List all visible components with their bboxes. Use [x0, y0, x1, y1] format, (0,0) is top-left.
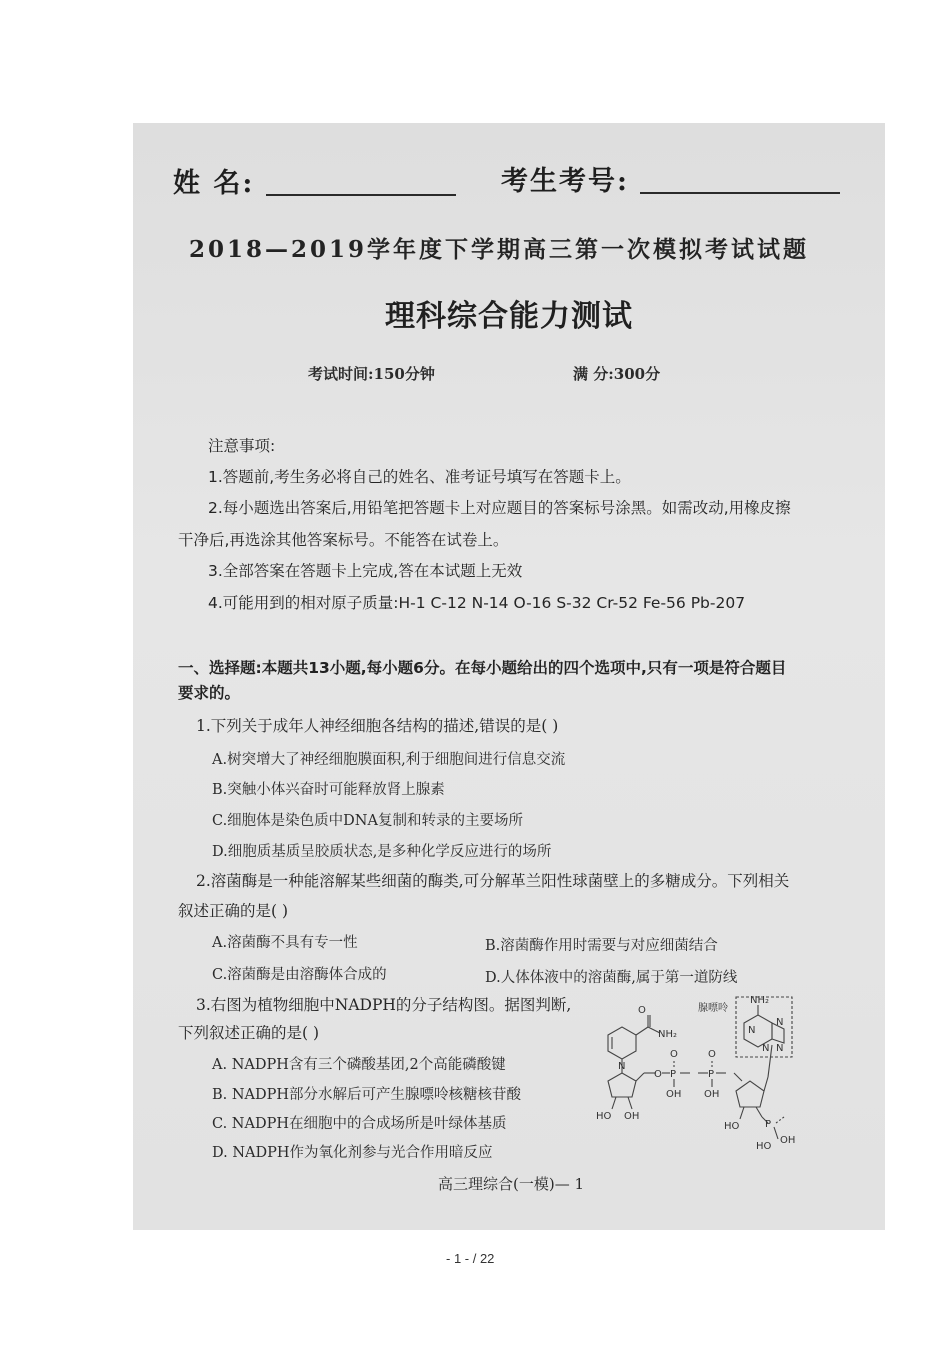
- question-3-option-d: D. NADPH作为氧化剂参与光合作用暗反应: [212, 1145, 493, 1161]
- ribose-ring-2: [736, 1081, 764, 1107]
- nadph-structure-diagram: [578, 993, 796, 1165]
- phosphate-o-label-2: O: [708, 1049, 716, 1060]
- question-2-stem-line2: 叙述正确的是( ): [178, 902, 289, 920]
- note-item-2: 2.每小题选出答案后,用铅笔把答题卡上对应题目的答案标号涂黑。如需改动,用橡皮擦: [208, 499, 791, 517]
- exam-id-field: [501, 159, 840, 198]
- phosphate3-oh-label: OH: [780, 1135, 796, 1146]
- question-2-stem-line1: 2.溶菌酶是一种能溶解某些细菌的酶类,可分解革兰阳性球菌壁上的多糖成分。下列相关: [196, 872, 790, 890]
- ribose2-ho-label: HO: [724, 1121, 740, 1132]
- adenine-n3-label: N: [762, 1043, 770, 1054]
- phosphate3-ho-label: HO: [756, 1141, 772, 1152]
- nicotinamide-n-label: N: [618, 1061, 626, 1072]
- ribose1-oh-label: OH: [624, 1111, 640, 1122]
- ribose-ring-1: [608, 1073, 636, 1097]
- question-1-stem: 1.下列关于成年人神经细胞各结构的描述,错误的是( ): [196, 717, 559, 735]
- note-item-4: 4.可能用到的相对原子质量:H-1 C-12 N-14 O-16 S-32 Cr-52 Fe-56 Pb-207: [208, 594, 746, 612]
- question-2-option-a: A.溶菌酶不具有专一性: [212, 935, 358, 951]
- adenine-n1-label: N: [748, 1025, 756, 1036]
- question-2-option-b: B.溶菌酶作用时需要与对应细菌结合: [485, 938, 718, 954]
- section-heading-line1: 一、选择题:本题共13小题,每小题6分。在每小题给出的四个选项中,只有一项是符合题目: [178, 659, 787, 677]
- note-item-1: 1.答题前,考生务必将自己的姓名、准考证号填写在答题卡上。: [208, 468, 631, 486]
- phosphate-o-label-1: O: [670, 1049, 678, 1060]
- phosphate-p-label-3: P: [765, 1119, 772, 1130]
- question-3-option-c: C. NADPH在细胞中的合成场所是叶绿体基质: [212, 1116, 507, 1132]
- notes-heading: 注意事项:: [208, 437, 276, 455]
- exam-time: 考试时间:150分钟: [308, 365, 435, 383]
- amide-nh2-label: NH₂: [658, 1029, 678, 1040]
- adenine-label: 腺嘌呤: [698, 1003, 728, 1014]
- note-item-2-cont: 干净后,再选涂其他答案标号。不能答在试卷上。: [178, 531, 509, 549]
- exam-title: 2018—2019学年度下学期高三第一次模拟考试试题: [189, 236, 810, 263]
- phosphate-oh-label-2: OH: [704, 1089, 720, 1100]
- question-1-option-b: B.突触小体兴奋时可能释放肾上腺素: [212, 782, 445, 798]
- exam-id-blank-line: [640, 192, 840, 194]
- exam-subtitle: 理科综合能力测试: [385, 299, 633, 334]
- page-number: - 1 - / 22: [446, 1251, 495, 1266]
- ribose1-ho-label: HO: [596, 1111, 612, 1122]
- scanned-exam-page: [133, 123, 885, 1230]
- question-1-option-d: D.细胞质基质呈胶质状态,是多种化学反应进行的场所: [212, 844, 552, 860]
- question-2-option-c: C.溶菌酶是由溶酶体合成的: [212, 967, 387, 983]
- exam-id-label: 考生考号:: [501, 166, 629, 197]
- name-field: [173, 161, 456, 200]
- question-3-stem-line1: 3.右图为植物细胞中NADPH的分子结构图。据图判断,: [196, 996, 572, 1014]
- adenine-n9-label: N: [776, 1043, 784, 1054]
- phosphate-oh-label-1: OH: [666, 1089, 682, 1100]
- bridge-o-label-1: O: [654, 1069, 662, 1080]
- exam-score: 满 分:300分: [573, 365, 661, 383]
- name-blank-line: [266, 194, 456, 196]
- question-3-stem-line2: 下列叙述正确的是( ): [178, 1024, 320, 1042]
- question-2-option-d: D.人体体液中的溶菌酶,属于第一道防线: [485, 970, 738, 986]
- question-3-option-b: B. NADPH部分水解后可产生腺嘌呤核糖核苷酸: [212, 1087, 522, 1103]
- carbonyl-o-label: O: [638, 1005, 646, 1016]
- question-1-option-a: A.树突增大了神经细胞膜面积,利于细胞间进行信息交流: [212, 752, 566, 768]
- nh2-top-label: NH₂: [750, 995, 770, 1006]
- phosphate-p-label-1: P: [670, 1069, 677, 1080]
- question-1-option-c: C.细胞体是染色质中DNA复制和转录的主要场所: [212, 813, 523, 829]
- scan-footer: 高三理综合(一模)— 1: [438, 1175, 585, 1193]
- section-heading-line2: 要求的。: [178, 684, 241, 702]
- name-label: 姓 名:: [173, 168, 255, 199]
- note-item-3: 3.全部答案在答题卡上完成,答在本试题上无效: [208, 562, 523, 580]
- phosphate-p-label-2: P: [708, 1069, 715, 1080]
- adenine-n7-label: N: [776, 1017, 784, 1028]
- question-3-option-a: A. NADPH含有三个磷酸基团,2个高能磷酸键: [212, 1057, 506, 1073]
